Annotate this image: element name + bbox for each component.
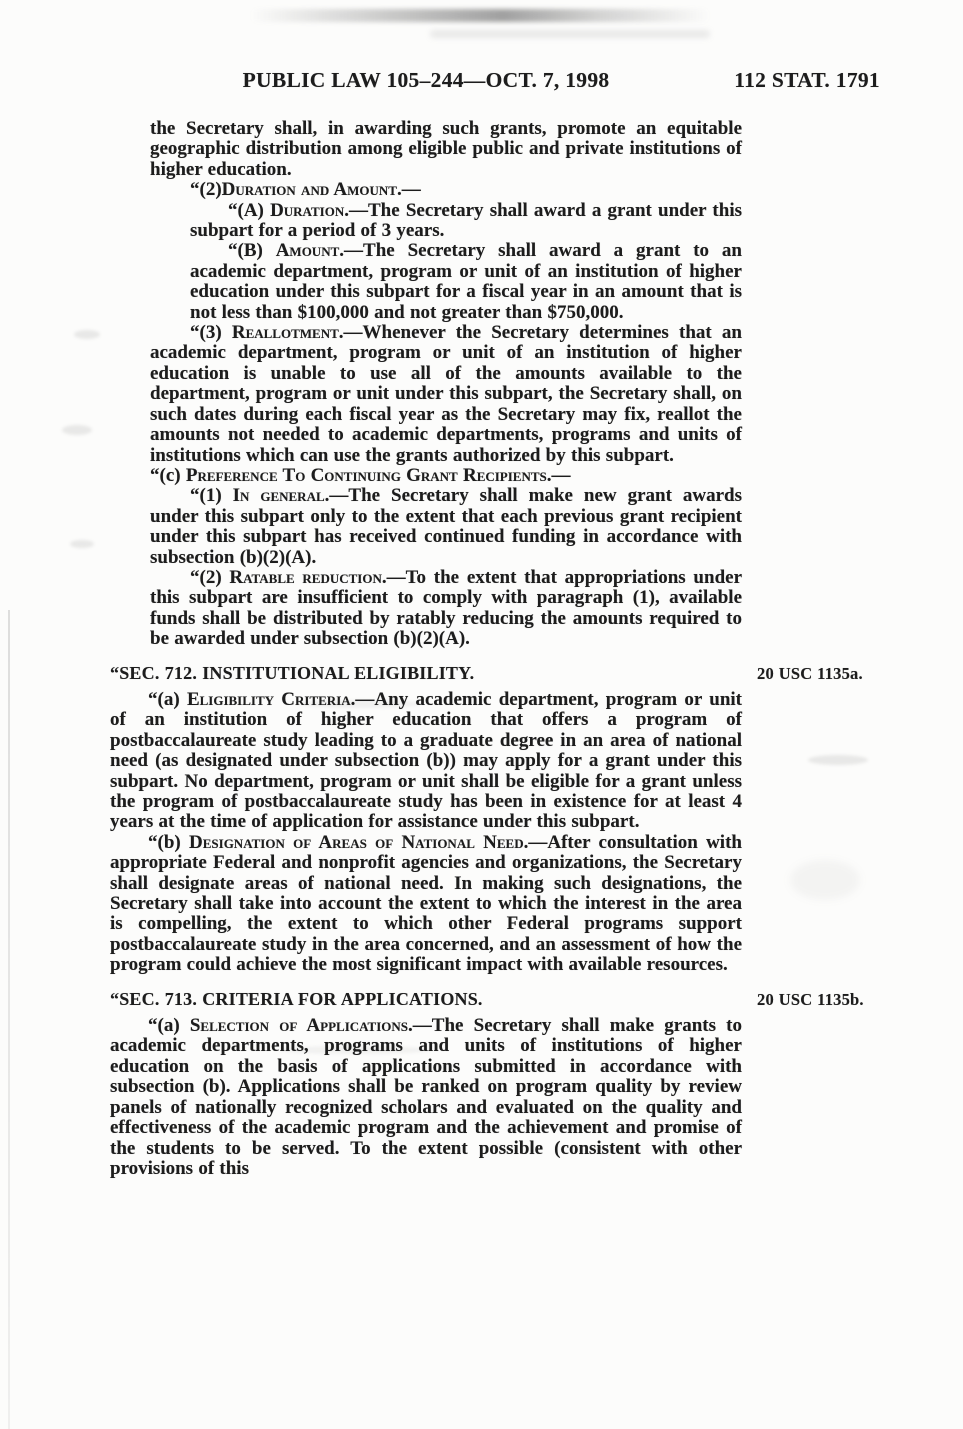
- smallcaps-term: Preference To Continuing Grant Recipients: [185, 464, 547, 486]
- scan-artifact-edge-line: [8, 610, 10, 1429]
- paragraph: [150, 119, 742, 180]
- text-run: .—The Secretary shall make new grant awards under this subpart only to the extent that each previous grant recipient under this subpart has received continued funding in accordance with subsection (b)(2)(A).: [150, 485, 742, 568]
- scan-artifact-top-smudge2: [430, 30, 710, 38]
- text-run: “(b): [148, 831, 190, 853]
- text-run: the Secretary shall, in awarding such grants, promote an equitable geographic distribution among eligible public and private institutions of higher education.: [150, 118, 742, 180]
- smallcaps-term: Eligibility Criteria: [186, 688, 351, 710]
- paragraph: [110, 1016, 742, 1179]
- smallcaps-term: Reallotment: [231, 322, 339, 344]
- paragraph: [190, 201, 742, 242]
- paragraph: [150, 323, 742, 466]
- paragraph: [110, 466, 742, 486]
- paragraph: [150, 486, 742, 568]
- paragraph: [190, 241, 742, 323]
- smallcaps-term: In general: [232, 485, 325, 507]
- scan-artifact-bleedthrough: [790, 860, 860, 900]
- margin-note-usc-citation: 20 USC 1135a.: [757, 663, 863, 683]
- section-heading: [110, 662, 863, 683]
- scan-artifact-speck: [74, 330, 100, 339]
- header-stat-number: 112 STAT. 1791: [734, 68, 880, 92]
- scan-artifact-speck: [808, 755, 868, 765]
- smallcaps-term: Ratable reduction: [229, 566, 382, 588]
- text-run: “SEC. 712. INSTITUTIONAL ELIGIBILITY.: [110, 662, 475, 683]
- paragraph: [150, 180, 742, 200]
- text-run: “(2): [190, 179, 222, 201]
- paragraph: [110, 690, 742, 833]
- text-run: “(c): [150, 464, 186, 486]
- smallcaps-term: Designation of Areas of National Need: [189, 831, 524, 853]
- text-run: “(1): [190, 485, 233, 507]
- scan-artifact-speck: [70, 540, 94, 548]
- smallcaps-term: Duration: [270, 199, 345, 221]
- text-run: .—After consultation with appropriate Federal and nonprofit agencies and organizations, the Secretary shall designate areas of national need. In making such designations, the Secretary shall take into account the extent to which the interest in the area is compelling, the extent to which other Federal programs support postbaccalaureate study in the area concerned, and an assessment of how the program could achieve the most significant impact with available resources.: [110, 831, 742, 976]
- scan-artifact-top-smudge: [250, 9, 710, 22]
- paragraph: [110, 833, 742, 976]
- page-header: [110, 68, 880, 98]
- text-run: .—Whenever the Secretary determines that an academic department, program or unit of an institution of higher education is unable to use all of the amounts available to the department, program or unit under this subpart, the Secretary shall, on such dates during each fiscal year as the Secretary may fix, reallot the amounts not needed to academic departments, programs and units of institutions which can use the grants authorized by this subpart.: [150, 322, 742, 466]
- text-run: “(a): [148, 688, 187, 710]
- section-heading: [110, 988, 864, 1009]
- text-run: .—The Secretary shall award a grant under this subpart for a period of 3 years.: [190, 199, 742, 242]
- scan-artifact-speck: [62, 425, 92, 435]
- text-run: .—To the extent that appropriations under this subpart are insufficient to comply with paragraph (1), available funds shall be distributed by ratably reducing the amounts required to be awarded under subsection (b)(2)(A).: [150, 566, 743, 650]
- smallcaps-term: Selection of Applications: [189, 1015, 409, 1037]
- paragraph: [150, 568, 742, 650]
- text-run: .—Any academic department, program or unit of an institution of higher education that offers a program of postbaccalaureate study leading to a graduate degree in an area of national need (as designated under subsection (b)) may apply for a grant under this subpart. No department, program or unit shall be eligible for a grant unless the program of postbaccalaureate study has been in existence for at least 4 years at the time of application for assistance under this subpart.: [110, 688, 742, 833]
- smallcaps-term: Amount: [275, 240, 340, 262]
- text-run: .—The Secretary shall make grants to academic departments, programs and units of institutions of higher education on the basis of applications submitted in accordance with subsection (b). Applications shall be ranked on program quality by review panels of nationally recognized scholars and evaluated on the quality and effectiveness of the academic program and the achievement and promise of the students to be served. To the extent possible (consistent with other provisions of this: [110, 1015, 742, 1179]
- margin-note-usc-citation: 20 USC 1135b.: [757, 989, 864, 1009]
- text-run: “(2): [190, 566, 230, 588]
- text-run: .—: [396, 179, 421, 201]
- text-run: “(A): [228, 199, 271, 221]
- smallcaps-term: Duration and Amount: [221, 179, 397, 201]
- text-run: “(B): [228, 240, 276, 262]
- text-run: “SEC. 713. CRITERIA FOR APPLICATIONS.: [110, 988, 483, 1009]
- text-run: “(a): [148, 1015, 190, 1037]
- document-body: [110, 118, 864, 1179]
- header-law-title: PUBLIC LAW 105–244—OCT. 7, 1998: [242, 68, 610, 92]
- text-run: .—: [546, 464, 571, 486]
- text-run: “(3): [190, 322, 232, 344]
- text-run: .—The Secretary shall award a grant to an academic department, program or unit of an institution of higher education under this subpart for a fiscal year in an amount that is not less than $100,000 and not greater than $750,000.: [190, 240, 742, 323]
